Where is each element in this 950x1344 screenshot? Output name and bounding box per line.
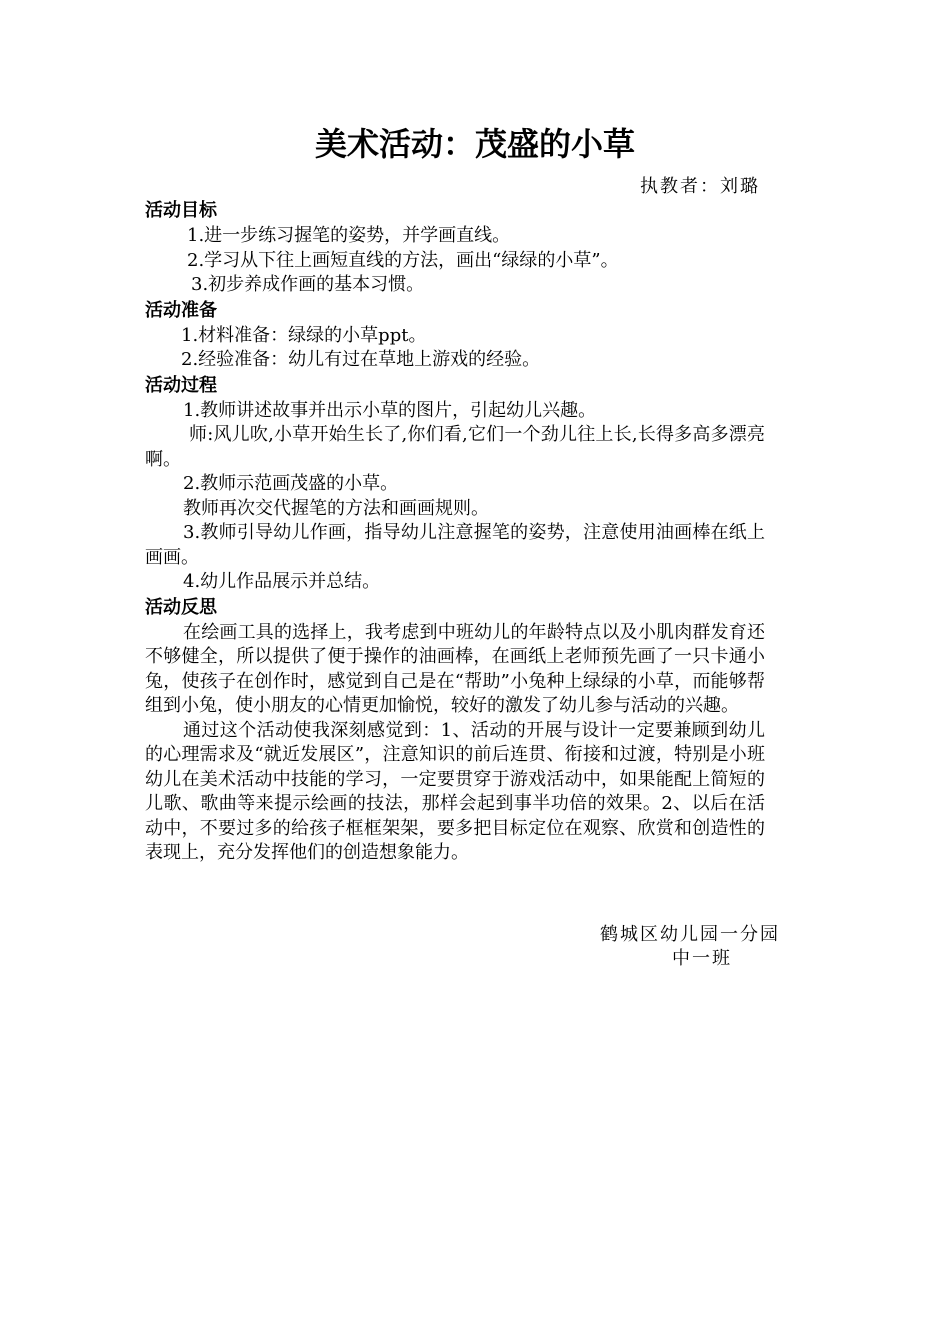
goal-item: 2.学习从下往上画短直线的方法，画出“绿绿的小草”。 [187,249,619,271]
goals-heading: 活动目标 [145,200,217,221]
document-body [145,198,765,866]
process-heading: 活动过程 [145,374,217,396]
goal-item: 3.初步养成作画的基本习惯。 [191,274,425,295]
prep-heading: 活动准备 [145,299,217,321]
signature-school: 鹤城区幼儿园一分园 [600,924,780,945]
signature-class: 中一班 [672,948,732,969]
prep-item: 1.材料准备：绿绿的小草ppt。 [181,324,427,346]
process-item: 1.教师讲述故事并出示小草的图片，引起幼儿兴趣。 [183,399,597,421]
process-item: 师:风儿吹,小草开始生长了,你们看,它们一个劲儿往上长,长得多高多漂亮啊。 [145,424,765,470]
process-item: 2.教师示范画茂盛的小草。 [183,473,399,494]
page-title: 美术活动：茂盛的小草 [314,125,635,163]
process-item: 4.幼儿作品展示并总结。 [183,571,381,592]
goal-item: 1.进一步练习握笔的姿势，并学画直线。 [187,225,511,246]
process-item: 3.教师引导幼儿作画，指导幼儿注意握笔的姿势，注意使用油画棒在纸上画画。 [145,522,765,568]
reflection-paragraph: 在绘画工具的选择上，我考虑到中班幼儿的年龄特点以及小肌肉群发育还不够健全，所以提供了便于操作的油画棒，在画纸上老师预先画了一只卡通小兔，使孩子在创作时，感觉到自己是在“帮助”小兔种上绿绿的小草，而能够帮组到小兔，使小朋友的心情更加愉悦，较好的激发了幼儿参与活动的兴趣。 [145,621,765,716]
reflection-paragraph: 通过这个活动使我深刻感觉到：1、活动的开展与设计一定要兼顾到幼儿的心理需求及“就近发展区”，注意知识的前后连贯、衔接和过渡，特别是小班幼儿在美术活动中技能的学习，一定要贯穿于游戏活动中，如果能配上简短的儿歌、歌曲等来提示绘画的技法，那样会起到事半功倍的效果。2、以后在活动中，不要过多的给孩子框框架架，要多把目标定位在观察、欣赏和创造性的表现上，充分发挥他们的创造想象能力。 [145,719,765,863]
prep-item: 2.经验准备：幼儿有过在草地上游戏的经验。 [181,349,541,370]
process-item: 教师再次交代握笔的方法和画画规则。 [183,497,489,519]
author-line: 执教者：刘璐 [640,176,760,197]
reflection-heading: 活动反思 [145,596,217,618]
